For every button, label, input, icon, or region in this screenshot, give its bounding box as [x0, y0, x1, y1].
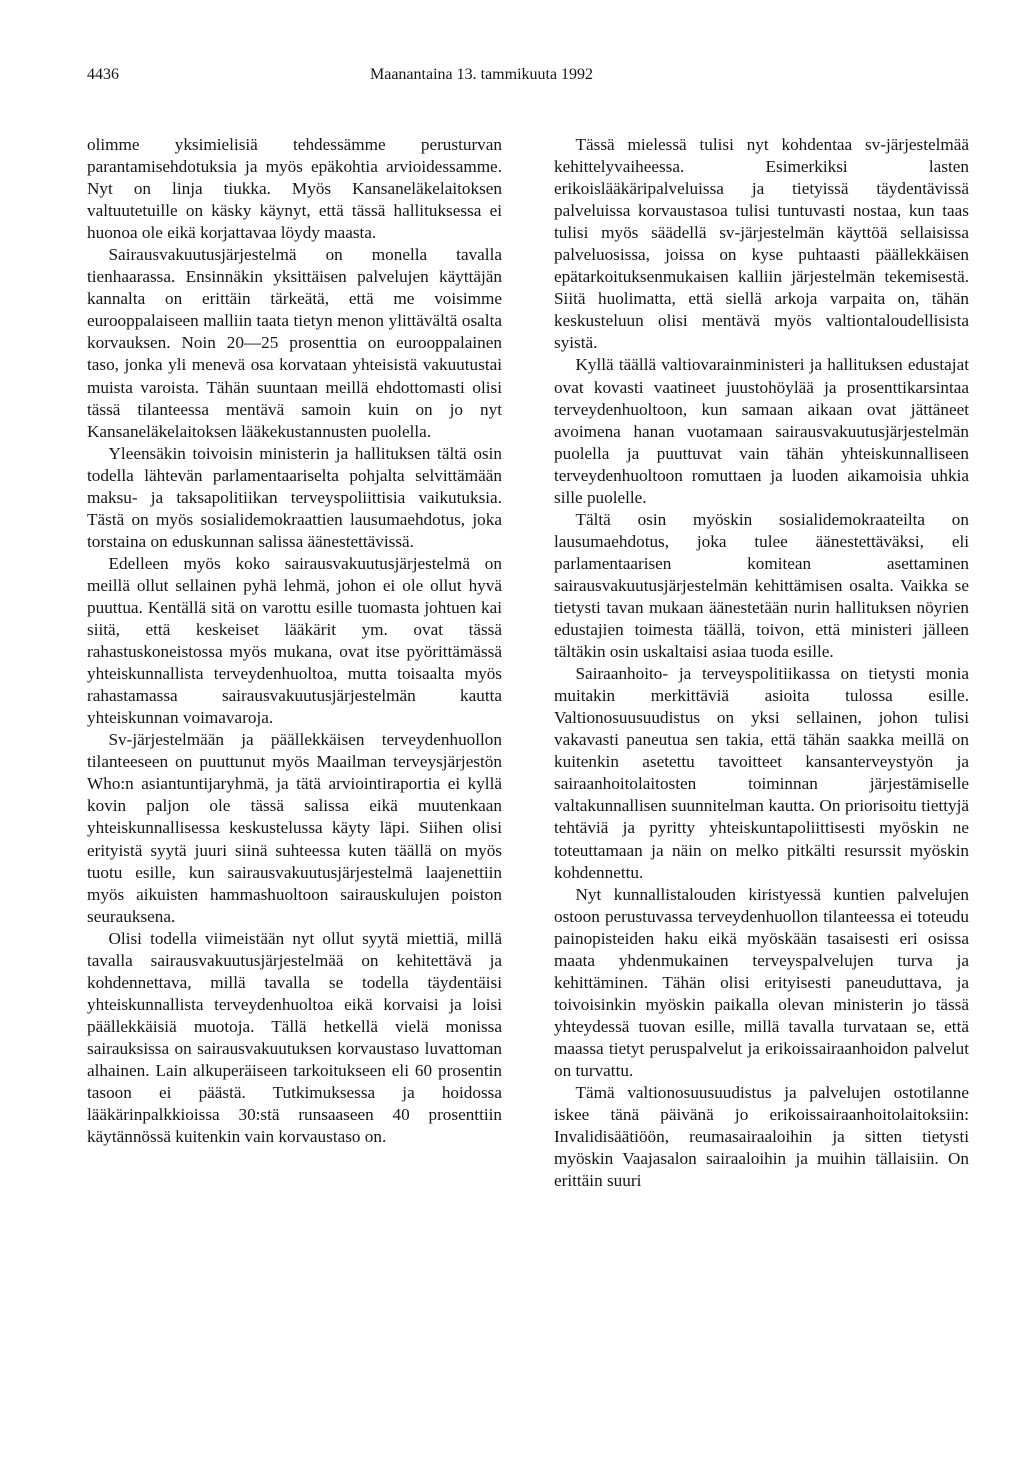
paragraph: Kyllä täällä valtiovarainministeri ja hallituksen edustajat ovat kovasti vaatineet juustohöylää ja prosenttikarsintaa terveydenhuoltoon, kun samaan aikaan ovat jättäneet avoimena hanan vuotamaan sairausvakuutusjärjestelmän puolella ja puuttuvat vain tähän yhteiskunnalliseen terveydenhuoltoon romuttaen ja luoden aikamoisia uhkia sille puolelle. [554, 355, 969, 507]
paragraph: Tämä valtionosuusuudistus ja palvelujen ostotilanne iskee tänä päivänä jo erikoissairaanhoitolaitoksiin: Invalidisäätiöön, reumasairaaloihin ja sitten tietysti myöskin Vaajasalon sairaaloihin ja muihin tällaisiin. On erittäin suuri [554, 1083, 969, 1191]
running-title: Maanantaina 13. tammikuuta 1992 [370, 66, 594, 83]
paragraph: Sv-järjestelmään ja päällekkäisen terveydenhuollon tilanteeseen on puuttunut myös Maailman terveysjärjestön Who:n asiantuntijaryhmä, ja tätä arviointiraportia ei kyllä kovin paljon ole tässä salissa eikä muutenkaan yhteiskunnallisessa keskustelussa käyty läpi. Siihen olisi erityistä syytä juuri siinä suhteessa kuten täällä on myös tuotu esille, kun sairausvakuutusjärjestelmä laajenettiin myös aikuisten hammashuoltoon sairauskulujen poiston seurauksena. [87, 730, 502, 926]
left-column [87, 134, 502, 1148]
paragraph: Yleensäkin toivoisin ministerin ja hallituksen tältä osin todella lähtevän parlamentaariselta pohjalta selvittämään maksu- ja taksapolitiikan terveyspoliittisia vaikutuksia. Tästä on myös sosialidemokraattien lausumaehdotus, joka torstaina on eduskunnan salissa äänestettävissä. [87, 443, 502, 551]
page-number: 4436 [87, 66, 119, 83]
paragraph: Edelleen myös koko sairausvakuutusjärjestelmä on meillä ollut sellainen pyhä lehmä, johon ei ole ollut hyvä puuttua. Kentällä sitä on varottu esille tuomasta johtuen kai siitä, että keskeiset lääkärit ym. ovat tässä rahastuskoneistossa myös mukana, ovat itse pyörittämässä yhteiskunnallista terveydenhuoltoa, mutta toisaalta myös rahastamassa sairausvakuutusjärjestelmän kautta yhteiskunnan voimavaroja. [87, 553, 502, 728]
right-column [554, 134, 969, 1192]
paragraph: olimme yksimielisiä tehdessämme perusturvan parantamisehdotuksia ja myös epäkohtia arvioidessamme. Nyt on linja tiukka. Myös Kansaneläkelaitoksen valtuutetuille on käsky käynyt, että tässä hallituksessa ei huonoa ole eikä korjattavaa löydy maasta. [87, 135, 502, 243]
paragraph: Sairausvakuutusjärjestelmä on monella tavalla tienhaarassa. Ensinnäkin yksittäisen palvelujen käyttäjän kannalta on erittäin tärkeätä, että me voisimme eurooppalaiseen malliin taata tietyn menon ylittävältä osalta korvauksen. Noin 20—25 prosenttia on eurooppalainen taso, jonka yli menevä osa korvataan yhteisistä vakuutustai muista varoista. Tähän suuntaan meillä ehdottomasti olisi tässä tilanteessa mentävä samoin kuin on jo nyt Kansaneläkelaitoksen lääkekustannusten puolella. [87, 245, 502, 441]
page-header [87, 66, 967, 88]
paragraph: Sairaanhoito- ja terveyspolitiikassa on tietysti monia muitakin merkittäviä asioita tulossa esille. Valtionosuusuudistus on yksi sellainen, johon tulisi vakavasti paneutua sen takia, että tähän saakka meillä on kuitenkin asetettu tavoitteet kansanterveystyön ja sairaanhoitolaitosten toiminnan järjestämiselle valtakunnallisen suunnitelman kautta. On priorisoitu tiettyjä tehtäviä ja pyritty yhteiskuntapoliittisesti myöskin ne toteuttamaan ja näin on melko pitkälti resurssit myöskin kohdennettu. [554, 664, 969, 882]
paragraph: Tässä mielessä tulisi nyt kohdentaa sv-järjestelmää kehittelyvaiheessa. Esimerkiksi lasten erikoislääkäripalveluissa ja tietyissä täydentävissä palveluissa korvaustasoa tulisi tuntuvasti nostaa, kun taas tulisi myös säädellä sv-järjestelmän käyttöä sellaisissa palveluosissa, joissa on kyse puhtaasti päällekkäisen epätarkoituksenmukaisen kalliin järjestelmän tekemisestä. Siitä huolimatta, että siellä arkoja varpaita on, tähän keskusteluun olisi mentävä myös valtiontaloudellisista syistä. [554, 135, 969, 353]
paragraph: Tältä osin myöskin sosialidemokraateilta on lausumaehdotus, joka tulee äänestettäväksi, eli parlamentaarisen komitean asettaminen sairausvakuutusjärjestelmän kehittämisen osalta. Vaikka se tietysti tavan mukaan äänestetään nurin hallituksen nöyrien edustajien toimesta täällä, toivon, että ministeri jälleen tältäkin osin uskaltaisi asiaa tuoda esille. [554, 509, 969, 662]
paragraph: Olisi todella viimeistään nyt ollut syytä miettiä, millä tavalla sairausvakuutusjärjestelmää on kehitettävä ja kohdennettava, millä tavalla se todella täydentäisi yhteiskunnallista terveydenhuoltoa eikä korvaisi ja loisi päällekkäisiä muotoja. Tällä hetkellä vielä monissa sairauksissa on sairausvakuutuksen korvaustaso luvattoman alhainen. Lain alkuperäiseen tarkoitukseen eli 60 prosentin tasoon ei päästä. Tutkimuksessa ja hoidossa lääkärinpalkkioissa 30:stä runsaaseen 40 prosenttiin käytännössä kuitenkin vain korvaustaso on. [87, 928, 502, 1147]
paragraph: Nyt kunnallistalouden kiristyessä kuntien palvelujen ostoon perustuvassa terveydenhuollon tilanteessa ei toteudu painopisteiden haku eikä myöskään tasaisesti eri osissa maata yhdenmukainen terveyspalvelujen turva ja kehittäminen. Tähän olisi erityisesti paneuduttava, ja toivoisinkin myöskin paikalla olevan ministerin jo tässä yhteydessä tuovan esille, millä tavalla turvataan se, että maassa tietyt peruspalvelut ja erikoissairaanhoidon palvelut on turvattu. [554, 884, 969, 1080]
